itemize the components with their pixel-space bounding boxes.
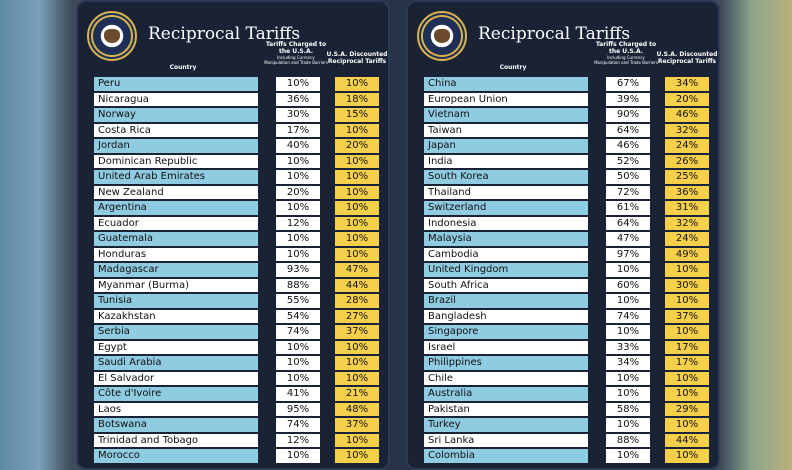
table-row	[424, 278, 714, 294]
country-cell: United Arab Emirates	[94, 170, 258, 184]
table-row	[424, 417, 714, 433]
table-row	[94, 262, 384, 278]
tariff-board-right	[406, 0, 720, 470]
charged-cell: 67%	[606, 77, 650, 91]
charged-cell: 64%	[606, 124, 650, 138]
table-row	[94, 371, 384, 387]
charged-cell: 17%	[276, 124, 320, 138]
table-row	[94, 92, 384, 108]
discounted-cell: 10%	[335, 170, 379, 184]
country-cell: Bangladesh	[424, 310, 588, 324]
table-row	[94, 185, 384, 201]
country-cell: South Africa	[424, 279, 588, 293]
charged-cell: 74%	[606, 310, 650, 324]
table-row	[424, 340, 714, 356]
table-row	[424, 231, 714, 247]
tariff-board-left	[76, 0, 390, 470]
charged-cell: 10%	[606, 387, 650, 401]
discounted-cell: 21%	[335, 387, 379, 401]
discounted-cell: 20%	[335, 139, 379, 153]
charged-cell: 40%	[276, 139, 320, 153]
charged-cell: 72%	[606, 186, 650, 200]
country-cell: Morocco	[94, 449, 258, 463]
discounted-cell: 25%	[665, 170, 709, 184]
country-cell: Botswana	[94, 418, 258, 432]
discounted-cell: 10%	[335, 186, 379, 200]
country-cell: Peru	[94, 77, 258, 91]
table-row	[94, 123, 384, 139]
charged-cell: 47%	[606, 232, 650, 246]
country-cell: Serbia	[94, 325, 258, 339]
country-cell: Costa Rica	[94, 124, 258, 138]
column-header-charged	[264, 41, 328, 65]
table-row	[94, 402, 384, 418]
discounted-cell: 10%	[335, 155, 379, 169]
country-cell: Brazil	[424, 294, 588, 308]
country-cell: United Kingdom	[424, 263, 588, 277]
country-cell: European Union	[424, 93, 588, 107]
discounted-cell: 20%	[665, 93, 709, 107]
charged-cell: 41%	[276, 387, 320, 401]
country-cell: Vietnam	[424, 108, 588, 122]
country-cell: Norway	[94, 108, 258, 122]
country-cell: Turkey	[424, 418, 588, 432]
column-header-discounted: U.S.A. Discounted Reciprocal Tariffs	[656, 51, 718, 65]
charged-cell: 46%	[606, 139, 650, 153]
table-row	[424, 355, 714, 371]
charged-cell: 33%	[606, 341, 650, 355]
table-row	[424, 169, 714, 185]
country-cell: Ecuador	[94, 217, 258, 231]
country-cell: El Salvador	[94, 372, 258, 386]
discounted-cell: 29%	[665, 403, 709, 417]
charged-cell: 10%	[276, 201, 320, 215]
country-cell: Switzerland	[424, 201, 588, 215]
table-row	[94, 278, 384, 294]
discounted-cell: 46%	[665, 108, 709, 122]
table-row	[424, 76, 714, 92]
discounted-cell: 10%	[335, 372, 379, 386]
discounted-cell: 24%	[665, 139, 709, 153]
column-header-country: Country	[499, 64, 527, 71]
discounted-cell: 30%	[665, 279, 709, 293]
country-cell: Dominican Republic	[94, 155, 258, 169]
country-cell: Honduras	[94, 248, 258, 262]
country-cell: Trinidad and Tobago	[94, 434, 258, 448]
country-cell: Indonesia	[424, 217, 588, 231]
charged-cell: 88%	[606, 434, 650, 448]
discounted-cell: 10%	[665, 263, 709, 277]
table-row	[94, 386, 384, 402]
discounted-cell: 49%	[665, 248, 709, 262]
country-cell: Sri Lanka	[424, 434, 588, 448]
charged-cell: 88%	[276, 279, 320, 293]
charged-cell: 10%	[276, 341, 320, 355]
table-row	[94, 76, 384, 92]
country-cell: Pakistan	[424, 403, 588, 417]
table-row	[424, 402, 714, 418]
table-row	[424, 185, 714, 201]
column-header-charged-label: Tariffs Charged to the U.S.A.	[595, 41, 657, 55]
charged-cell: 10%	[276, 356, 320, 370]
country-cell: Egypt	[94, 341, 258, 355]
table-row	[424, 293, 714, 309]
country-cell: Philippines	[424, 356, 588, 370]
discounted-cell: 10%	[665, 325, 709, 339]
discounted-cell: 17%	[665, 356, 709, 370]
table-row	[94, 247, 384, 263]
discounted-cell: 24%	[665, 232, 709, 246]
table-row	[424, 123, 714, 139]
table-row	[424, 262, 714, 278]
country-cell: Laos	[94, 403, 258, 417]
table-row	[424, 324, 714, 340]
table-row	[94, 200, 384, 216]
table-row	[424, 200, 714, 216]
discounted-cell: 10%	[665, 294, 709, 308]
country-cell: Japan	[424, 139, 588, 153]
discounted-cell: 18%	[335, 93, 379, 107]
country-cell: Myanmar (Burma)	[94, 279, 258, 293]
charged-cell: 54%	[276, 310, 320, 324]
discounted-cell: 32%	[665, 217, 709, 231]
table-row	[424, 107, 714, 123]
discounted-cell: 10%	[335, 232, 379, 246]
discounted-cell: 48%	[335, 403, 379, 417]
country-cell: Taiwan	[424, 124, 588, 138]
charged-cell: 97%	[606, 248, 650, 262]
country-cell: Chile	[424, 372, 588, 386]
table-row	[424, 448, 714, 464]
charged-cell: 52%	[606, 155, 650, 169]
charged-cell: 55%	[276, 294, 320, 308]
table-row	[94, 309, 384, 325]
table-row	[94, 417, 384, 433]
country-cell: China	[424, 77, 588, 91]
board-title: Reciprocal Tariffs	[148, 24, 301, 44]
country-cell: Côte d'Ivoire	[94, 387, 258, 401]
country-cell: Argentina	[94, 201, 258, 215]
charged-cell: 64%	[606, 217, 650, 231]
discounted-cell: 37%	[335, 418, 379, 432]
charged-cell: 74%	[276, 418, 320, 432]
country-cell: Guatemala	[94, 232, 258, 246]
discounted-cell: 47%	[335, 263, 379, 277]
presidential-seal-icon	[417, 11, 467, 61]
discounted-cell: 34%	[665, 77, 709, 91]
charged-cell: 10%	[276, 372, 320, 386]
column-header-charged-label: Tariffs Charged to the U.S.A.	[265, 41, 327, 55]
charged-cell: 10%	[606, 325, 650, 339]
charged-cell: 61%	[606, 201, 650, 215]
charged-cell: 36%	[276, 93, 320, 107]
country-cell: New Zealand	[94, 186, 258, 200]
discounted-cell: 10%	[665, 449, 709, 463]
country-cell: Australia	[424, 387, 588, 401]
discounted-cell: 37%	[665, 310, 709, 324]
discounted-cell: 10%	[335, 124, 379, 138]
discounted-cell: 10%	[335, 356, 379, 370]
table-row	[424, 371, 714, 387]
table-row	[94, 340, 384, 356]
charged-cell: 10%	[606, 263, 650, 277]
charged-cell: 12%	[276, 434, 320, 448]
discounted-cell: 10%	[335, 217, 379, 231]
discounted-cell: 28%	[335, 294, 379, 308]
table-row	[94, 293, 384, 309]
table-row	[94, 107, 384, 123]
table-row	[424, 138, 714, 154]
column-header-charged	[594, 41, 658, 65]
table-row	[424, 433, 714, 449]
country-cell: Saudi Arabia	[94, 356, 258, 370]
charged-cell: 50%	[606, 170, 650, 184]
discounted-cell: 44%	[665, 434, 709, 448]
country-cell: Madagascar	[94, 263, 258, 277]
discounted-cell: 15%	[335, 108, 379, 122]
presidential-seal-icon	[87, 11, 137, 61]
discounted-cell: 10%	[665, 372, 709, 386]
discounted-cell: 31%	[665, 201, 709, 215]
board-header	[78, 2, 388, 72]
table-row	[424, 216, 714, 232]
discounted-cell: 17%	[665, 341, 709, 355]
country-cell: Malaysia	[424, 232, 588, 246]
discounted-cell: 10%	[335, 449, 379, 463]
table-row	[424, 309, 714, 325]
discounted-cell: 27%	[335, 310, 379, 324]
table-row	[94, 216, 384, 232]
discounted-cell: 37%	[335, 325, 379, 339]
country-cell: Colombia	[424, 449, 588, 463]
table-row	[94, 138, 384, 154]
tariff-rows	[424, 76, 714, 464]
discounted-cell: 10%	[335, 248, 379, 262]
country-cell: Kazakhstan	[94, 310, 258, 324]
discounted-cell: 10%	[335, 77, 379, 91]
discounted-cell: 10%	[335, 434, 379, 448]
country-cell: Nicaragua	[94, 93, 258, 107]
discounted-cell: 10%	[335, 341, 379, 355]
column-header-charged-sub: Including Currency Manipulation and Trade Barriers	[594, 55, 658, 65]
charged-cell: 10%	[276, 449, 320, 463]
board-header	[408, 2, 718, 72]
column-header-charged-sub: Including Currency Manipulation and Trade Barriers	[264, 55, 328, 65]
table-row	[94, 355, 384, 371]
discounted-cell: 10%	[335, 201, 379, 215]
charged-cell: 10%	[276, 77, 320, 91]
charged-cell: 10%	[276, 170, 320, 184]
discounted-cell: 36%	[665, 186, 709, 200]
charged-cell: 74%	[276, 325, 320, 339]
discounted-cell: 10%	[665, 418, 709, 432]
country-cell: Tunisia	[94, 294, 258, 308]
column-header-discounted: U.S.A. Discounted Reciprocal Tariffs	[326, 51, 388, 65]
charged-cell: 10%	[276, 232, 320, 246]
table-row	[94, 433, 384, 449]
table-row	[94, 448, 384, 464]
charged-cell: 10%	[606, 294, 650, 308]
table-row	[424, 92, 714, 108]
charged-cell: 90%	[606, 108, 650, 122]
country-cell: South Korea	[424, 170, 588, 184]
country-cell: Singapore	[424, 325, 588, 339]
charged-cell: 10%	[606, 418, 650, 432]
country-cell: Cambodia	[424, 248, 588, 262]
charged-cell: 93%	[276, 263, 320, 277]
charged-cell: 10%	[606, 372, 650, 386]
discounted-cell: 32%	[665, 124, 709, 138]
table-row	[424, 247, 714, 263]
discounted-cell: 44%	[335, 279, 379, 293]
charged-cell: 20%	[276, 186, 320, 200]
country-cell: Jordan	[94, 139, 258, 153]
country-cell: Israel	[424, 341, 588, 355]
country-cell: Thailand	[424, 186, 588, 200]
column-header-country: Country	[169, 64, 197, 71]
charged-cell: 30%	[276, 108, 320, 122]
table-row	[424, 386, 714, 402]
charged-cell: 10%	[276, 155, 320, 169]
charged-cell: 95%	[276, 403, 320, 417]
tariff-rows	[94, 76, 384, 464]
charged-cell: 39%	[606, 93, 650, 107]
charged-cell: 34%	[606, 356, 650, 370]
table-row	[94, 324, 384, 340]
table-row	[94, 169, 384, 185]
discounted-cell: 10%	[665, 387, 709, 401]
table-row	[424, 154, 714, 170]
table-row	[94, 231, 384, 247]
charged-cell: 12%	[276, 217, 320, 231]
board-title: Reciprocal Tariffs	[478, 24, 631, 44]
table-row	[94, 154, 384, 170]
country-cell: India	[424, 155, 588, 169]
charged-cell: 10%	[606, 449, 650, 463]
charged-cell: 10%	[276, 248, 320, 262]
discounted-cell: 26%	[665, 155, 709, 169]
charged-cell: 60%	[606, 279, 650, 293]
charged-cell: 58%	[606, 403, 650, 417]
